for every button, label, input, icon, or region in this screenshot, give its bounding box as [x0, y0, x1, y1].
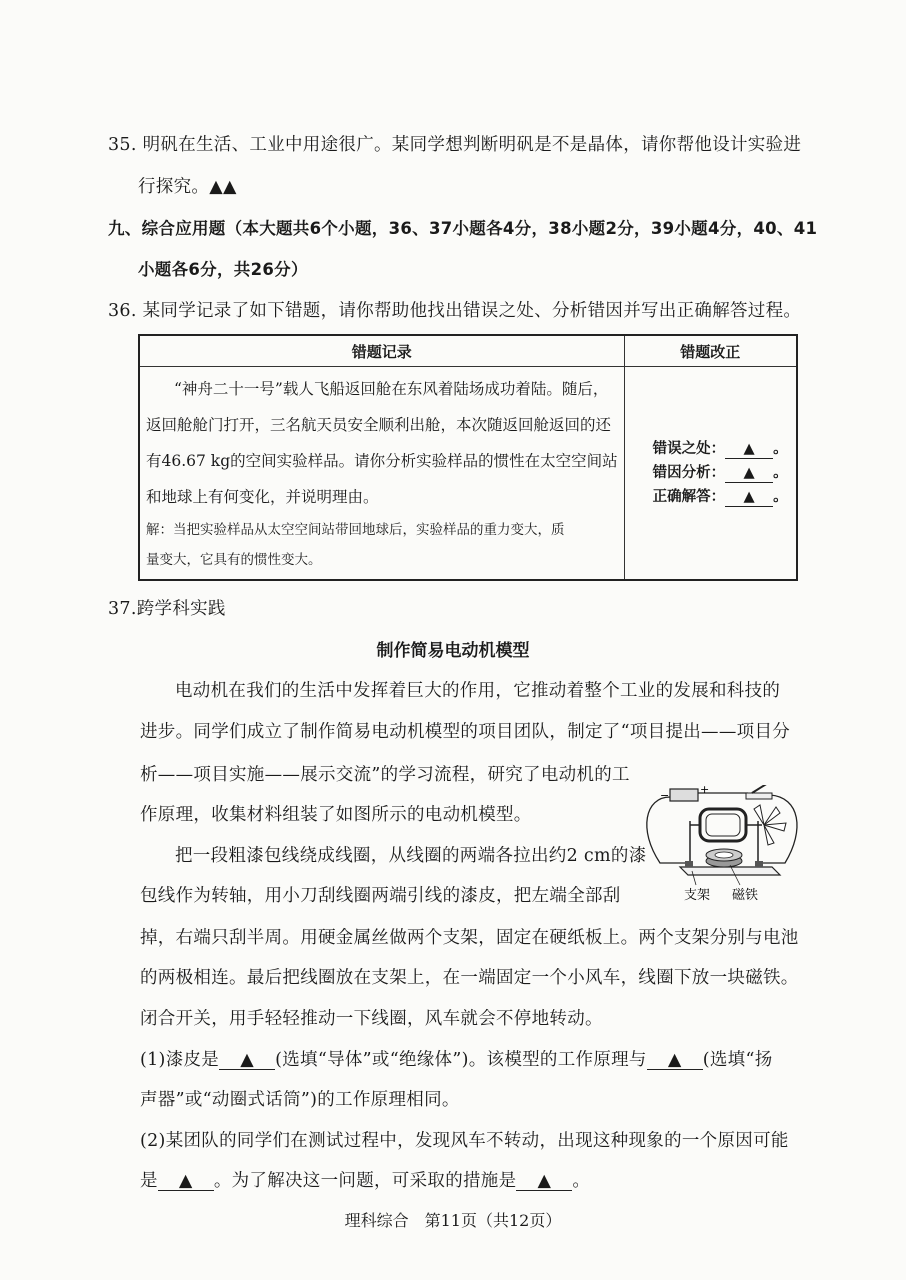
para2-line: 把一段粗漆包线绕成线圈，从线圈的两端各拉出约2 cm的漆: [175, 846, 647, 866]
fix-cell: [624, 367, 797, 581]
battery-icon: [670, 789, 698, 801]
sub2-line2: 是 ▲ 。为了解决这一问题，可采取的措施是 ▲ 。: [140, 1171, 591, 1191]
para1-line: 进步。同学们成立了制作简易电动机模型的项目团队，制定了“项目提出——项目分: [140, 722, 791, 742]
sub2-line1: (2)某团队的同学们在测试过程中，发现风车不转动，出现这种现象的一个原因可能: [140, 1131, 789, 1151]
bracket-foot-icon: [685, 861, 693, 867]
para2-line: 包线作为转轴，用小刀刮线圈两端引线的漆皮，把左端全部刮: [140, 886, 621, 906]
project-title: 制作简易电动机模型: [376, 641, 530, 661]
para1-line: 作原理，收集材料组装了如图所示的电动机模型。: [140, 805, 532, 825]
motor-model-figure: [640, 785, 805, 903]
fix-item-cause: 错因分析： ▲ 。: [652, 465, 788, 481]
magnet-hole-icon: [715, 852, 733, 858]
q35-line1: 35. 明矾在生活、工业中用途很广。某同学想判断明矾是不是晶体，请你帮他设计实验进: [108, 135, 802, 155]
sub1-line2: 声器”或“动圈式话筒”)的工作原理相同。: [140, 1090, 460, 1110]
wire-icon: [647, 797, 685, 863]
q36-prompt: 36. 某同学记录了如下错题，请你帮助他找出错误之处、分析错因并写出正确解答过程。: [108, 301, 802, 321]
label-bracket: 支架: [684, 888, 711, 903]
coil-inner-icon: [706, 814, 740, 836]
battery-minus: −: [660, 789, 670, 802]
battery-plus: +: [700, 785, 710, 796]
record-line: 返回舱舱门打开，三名航天员安全顺利出舱，本次随返回舱返回的还: [146, 416, 612, 434]
fix-item-error: 错误之处： ▲ 。: [652, 441, 788, 457]
answer-blank[interactable]: ▲: [516, 1172, 572, 1191]
section9-heading: 九、综合应用题（本大题共6个小题，36、37小题各4分，38小题2分，39小题4分，40、41: [108, 219, 818, 238]
page-footer: 理科综合 第11页（共12页）: [344, 1211, 562, 1230]
header-record: 错题记录: [139, 335, 624, 367]
record-line: “神舟二十一号”载人飞船返回舱在东风着陆场成功着陆。随后，: [174, 380, 609, 398]
section9-heading-cont: 小题各6分，共26分）: [138, 260, 308, 279]
switch-base-icon: [746, 793, 772, 799]
record-cell: [139, 367, 624, 581]
fix-item-correct: 正确解答： ▲ 。: [652, 489, 788, 505]
header-fix: 错题改正: [624, 335, 797, 367]
answer-blank[interactable]: ▲: [647, 1051, 703, 1070]
solution-line: 解：当把实验样品从太空空间站带回地球后，实验样品的重力变大，质: [146, 522, 565, 538]
q35-line2: 行探究。▲▲: [138, 177, 237, 197]
sub1-line1: (1)漆皮是 ▲ (选填“导体”或“绝缘体”)。该模型的工作原理与 ▲ (选填“扬: [140, 1050, 773, 1070]
bracket-foot-icon: [755, 861, 763, 867]
cardboard-base-icon: [680, 867, 780, 875]
solution-line: 量变大，它具有的惯性变大。: [146, 552, 322, 568]
answer-marker: ▲▲: [209, 177, 237, 197]
error-record-table: [138, 334, 798, 581]
answer-blank[interactable]: ▲: [725, 488, 773, 507]
answer-blank[interactable]: ▲: [725, 440, 773, 459]
para1-line: 电动机在我们的生活中发挥着巨大的作用，它推动着整个工业的发展和科技的: [175, 681, 781, 701]
switch-lever-icon: [752, 785, 768, 793]
para2-line: 掉，右端只刮半周。用硬金属丝做两个支架，固定在硬纸板上。两个支架分别与电池: [140, 928, 799, 948]
label-magnet: 磁铁: [732, 888, 759, 903]
answer-blank[interactable]: ▲: [158, 1172, 214, 1191]
para2-line: 闭合开关，用手轻轻推动一下线圈，风车就会不停地转动。: [140, 1009, 603, 1029]
para2-line: 的两极相连。最后把线圈放在支架上，在一端固定一个小风车，线圈下放一块磁铁。: [140, 968, 799, 988]
answer-blank[interactable]: ▲: [725, 464, 773, 483]
record-line: 和地球上有何变化，并说明理由。: [146, 488, 379, 506]
para1-line: 析——项目实施——展示交流”的学习流程，研究了电动机的工: [140, 765, 630, 785]
q37-heading: 37.跨学科实践: [108, 599, 226, 619]
answer-blank[interactable]: ▲: [219, 1051, 275, 1070]
record-line: 有46.67 kg的空间实验样品。请你分析实验样品的惯性在太空空间站: [146, 452, 618, 470]
